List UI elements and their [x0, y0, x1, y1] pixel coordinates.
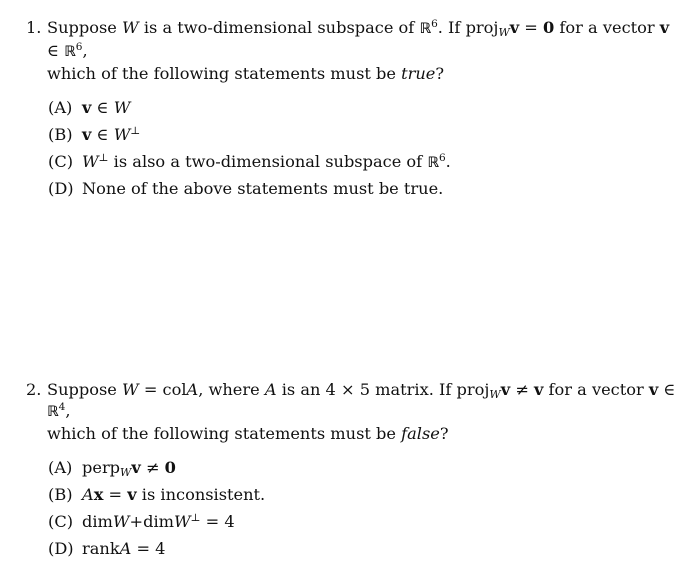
question-number: 2.	[26, 380, 42, 399]
question-1-options	[26, 94, 686, 202]
question-1-stem: 1. Suppose W is a two-dimensional subspace of ℝ$^6$. If proj$_W$v = 0 for a vector v ∈ ℝ$^6$, which of the following statements must be true?	[26, 18, 670, 83]
question-2-options	[26, 454, 686, 562]
option-a: (A) perp$_W$v ≠ 0	[48, 454, 686, 481]
option-c: (C) dimW+dimW⊥ = 4	[48, 508, 686, 535]
option-c: (C) W⊥ is also a two-dimensional subspace of ℝ$^6$.	[48, 148, 686, 175]
question-number: 1.	[26, 18, 42, 37]
question-1	[26, 17, 686, 202]
option-label: (B)	[48, 125, 73, 144]
option-b: (B) Ax = v is inconsistent.	[48, 481, 686, 508]
question-2	[26, 379, 686, 562]
option-a: (A) v ∈ W	[48, 94, 686, 121]
option-label: (C)	[48, 512, 74, 531]
option-label: (C)	[48, 152, 74, 171]
option-label: (B)	[48, 485, 73, 504]
option-label: (A)	[48, 98, 73, 117]
option-d: (D) None of the above statements must be true.	[48, 175, 686, 202]
option-label: (A)	[48, 458, 73, 477]
option-d: (D) rankA = 4	[48, 535, 686, 562]
question-2-stem: 2. Suppose W = colA, where A is an 4 × 5 matrix. If proj$_W$v ≠ v for a vector v ∈ ℝ$^4$, which of the following statements must be false?	[26, 380, 676, 443]
option-label: (D)	[48, 179, 74, 198]
option-b: (B) v ∈ W⊥	[48, 121, 686, 148]
option-label: (D)	[48, 539, 74, 558]
